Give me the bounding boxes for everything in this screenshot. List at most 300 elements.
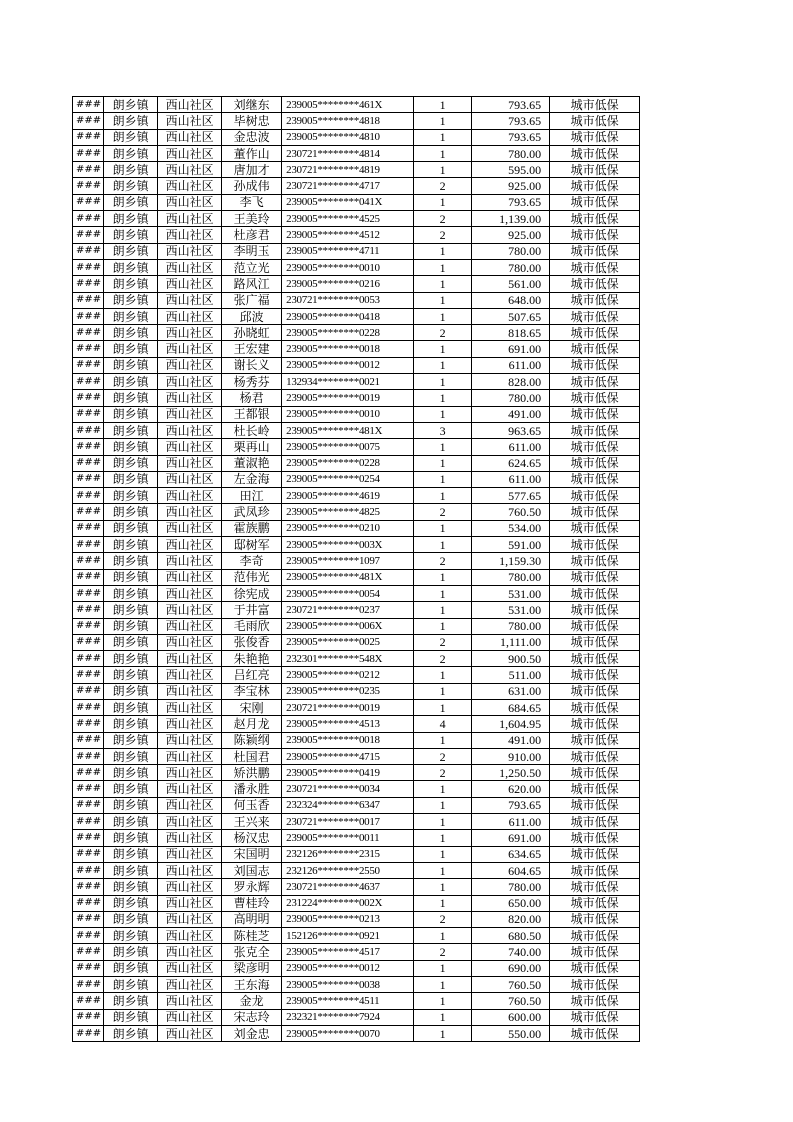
town-cell: 朗乡镇: [104, 520, 158, 536]
name-cell: 董淑艳: [222, 455, 282, 471]
table-row: [73, 993, 640, 1009]
household-count-cell: 1: [414, 374, 472, 390]
household-count-cell: 1: [414, 862, 472, 878]
household-count-cell: 1: [414, 797, 472, 813]
amount-cell: 1,139.00: [472, 211, 550, 227]
id-number-cell: 152126********0921: [282, 928, 414, 944]
table-row: [73, 977, 640, 993]
household-count-cell: 1: [414, 895, 472, 911]
category-cell: 城市低保: [550, 683, 640, 699]
id-number-cell: 239005********0418: [282, 308, 414, 324]
row-marker-cell: ###: [73, 879, 104, 895]
community-cell: 西山社区: [158, 879, 222, 895]
amount-cell: 624.65: [472, 455, 550, 471]
community-cell: 西山社区: [158, 211, 222, 227]
name-cell: 李宝林: [222, 683, 282, 699]
id-number-cell: 239005********0010: [282, 259, 414, 275]
name-cell: 武凤珍: [222, 504, 282, 520]
household-count-cell: 1: [414, 308, 472, 324]
household-count-cell: 1: [414, 341, 472, 357]
id-number-cell: 239005********4512: [282, 227, 414, 243]
community-cell: 西山社区: [158, 455, 222, 471]
household-count-cell: 1: [414, 488, 472, 504]
category-cell: 城市低保: [550, 439, 640, 455]
row-marker-cell: ###: [73, 488, 104, 504]
household-count-cell: 1: [414, 292, 472, 308]
amount-cell: 925.00: [472, 178, 550, 194]
table-row: [73, 455, 640, 471]
table-row: [73, 781, 640, 797]
table-row: [73, 602, 640, 618]
amount-cell: 780.00: [472, 879, 550, 895]
table-row: [73, 357, 640, 373]
table-row: [73, 618, 640, 634]
amount-cell: 910.00: [472, 748, 550, 764]
household-count-cell: 2: [414, 944, 472, 960]
name-cell: 陈颖纲: [222, 732, 282, 748]
name-cell: 刘继东: [222, 97, 282, 113]
community-cell: 西山社区: [158, 781, 222, 797]
table-row: [73, 553, 640, 569]
row-marker-cell: ###: [73, 243, 104, 259]
household-count-cell: 2: [414, 325, 472, 341]
community-cell: 西山社区: [158, 585, 222, 601]
name-cell: 邱波: [222, 308, 282, 324]
row-marker-cell: ###: [73, 716, 104, 732]
category-cell: 城市低保: [550, 846, 640, 862]
community-cell: 西山社区: [158, 439, 222, 455]
town-cell: 朗乡镇: [104, 292, 158, 308]
amount-cell: 780.00: [472, 618, 550, 634]
row-marker-cell: ###: [73, 765, 104, 781]
town-cell: 朗乡镇: [104, 944, 158, 960]
community-cell: 西山社区: [158, 748, 222, 764]
name-cell: 王兴来: [222, 814, 282, 830]
category-cell: 城市低保: [550, 422, 640, 438]
row-marker-cell: ###: [73, 439, 104, 455]
amount-cell: 793.65: [472, 194, 550, 210]
table-row: [73, 292, 640, 308]
table-row: [73, 960, 640, 976]
row-marker-cell: ###: [73, 471, 104, 487]
id-number-cell: 239005********0054: [282, 585, 414, 601]
name-cell: 邸树军: [222, 537, 282, 553]
name-cell: 于井富: [222, 602, 282, 618]
name-cell: 田江: [222, 488, 282, 504]
row-marker-cell: ###: [73, 960, 104, 976]
community-cell: 西山社区: [158, 765, 222, 781]
category-cell: 城市低保: [550, 211, 640, 227]
category-cell: 城市低保: [550, 977, 640, 993]
table-row: [73, 406, 640, 422]
household-count-cell: 1: [414, 846, 472, 862]
town-cell: 朗乡镇: [104, 504, 158, 520]
table-row: [73, 325, 640, 341]
community-cell: 西山社区: [158, 504, 222, 520]
community-cell: 西山社区: [158, 145, 222, 161]
name-cell: 曹桂玲: [222, 895, 282, 911]
amount-cell: 631.00: [472, 683, 550, 699]
id-number-cell: 132934********0021: [282, 374, 414, 390]
row-marker-cell: ###: [73, 357, 104, 373]
category-cell: 城市低保: [550, 618, 640, 634]
town-cell: 朗乡镇: [104, 569, 158, 585]
id-number-cell: 239005********0010: [282, 406, 414, 422]
town-cell: 朗乡镇: [104, 243, 158, 259]
town-cell: 朗乡镇: [104, 537, 158, 553]
amount-cell: 900.50: [472, 651, 550, 667]
table-row: [73, 911, 640, 927]
household-count-cell: 1: [414, 276, 472, 292]
community-cell: 西山社区: [158, 325, 222, 341]
id-number-cell: 239005********0011: [282, 830, 414, 846]
community-cell: 西山社区: [158, 292, 222, 308]
category-cell: 城市低保: [550, 602, 640, 618]
row-marker-cell: ###: [73, 1009, 104, 1025]
table-row: [73, 765, 640, 781]
amount-cell: 780.00: [472, 259, 550, 275]
town-cell: 朗乡镇: [104, 406, 158, 422]
table-row: [73, 683, 640, 699]
household-count-cell: 1: [414, 439, 472, 455]
town-cell: 朗乡镇: [104, 455, 158, 471]
household-count-cell: 1: [414, 1025, 472, 1041]
household-count-cell: 1: [414, 928, 472, 944]
row-marker-cell: ###: [73, 781, 104, 797]
name-cell: 李飞: [222, 194, 282, 210]
row-marker-cell: ###: [73, 145, 104, 161]
row-marker-cell: ###: [73, 862, 104, 878]
town-cell: 朗乡镇: [104, 194, 158, 210]
amount-cell: 760.50: [472, 993, 550, 1009]
id-number-cell: 239005********4810: [282, 129, 414, 145]
category-cell: 城市低保: [550, 504, 640, 520]
amount-cell: 690.00: [472, 960, 550, 976]
community-cell: 西山社区: [158, 944, 222, 960]
category-cell: 城市低保: [550, 357, 640, 373]
category-cell: 城市低保: [550, 341, 640, 357]
table-row: [73, 276, 640, 292]
household-count-cell: 1: [414, 97, 472, 113]
amount-cell: 611.00: [472, 814, 550, 830]
table-row: [73, 667, 640, 683]
amount-cell: 680.50: [472, 928, 550, 944]
category-cell: 城市低保: [550, 308, 640, 324]
name-cell: 张克全: [222, 944, 282, 960]
community-cell: 西山社区: [158, 227, 222, 243]
row-marker-cell: ###: [73, 97, 104, 113]
id-number-cell: 230721********4637: [282, 879, 414, 895]
household-count-cell: 1: [414, 259, 472, 275]
row-marker-cell: ###: [73, 194, 104, 210]
household-count-cell: 1: [414, 585, 472, 601]
id-number-cell: 230721********0237: [282, 602, 414, 618]
id-number-cell: 239005********4818: [282, 113, 414, 129]
category-cell: 城市低保: [550, 911, 640, 927]
table-row: [73, 585, 640, 601]
table-row: [73, 732, 640, 748]
id-number-cell: 239005********0018: [282, 732, 414, 748]
name-cell: 杨君: [222, 390, 282, 406]
id-number-cell: 230721********0017: [282, 814, 414, 830]
community-cell: 西山社区: [158, 341, 222, 357]
community-cell: 西山社区: [158, 846, 222, 862]
table-row: [73, 243, 640, 259]
amount-cell: 684.65: [472, 699, 550, 715]
amount-cell: 611.00: [472, 471, 550, 487]
community-cell: 西山社区: [158, 651, 222, 667]
community-cell: 西山社区: [158, 814, 222, 830]
name-cell: 唐加才: [222, 162, 282, 178]
household-count-cell: 1: [414, 618, 472, 634]
category-cell: 城市低保: [550, 178, 640, 194]
amount-cell: 591.00: [472, 537, 550, 553]
household-count-cell: 4: [414, 716, 472, 732]
id-number-cell: 239005********0228: [282, 325, 414, 341]
household-count-cell: 2: [414, 911, 472, 927]
row-marker-cell: ###: [73, 699, 104, 715]
id-number-cell: 239005********481X: [282, 422, 414, 438]
town-cell: 朗乡镇: [104, 276, 158, 292]
community-cell: 西山社区: [158, 683, 222, 699]
data-table: [72, 96, 640, 1042]
household-count-cell: 1: [414, 977, 472, 993]
category-cell: 城市低保: [550, 194, 640, 210]
town-cell: 朗乡镇: [104, 830, 158, 846]
category-cell: 城市低保: [550, 879, 640, 895]
household-count-cell: 1: [414, 243, 472, 259]
community-cell: 西山社区: [158, 732, 222, 748]
id-number-cell: 230721********4814: [282, 145, 414, 161]
row-marker-cell: ###: [73, 846, 104, 862]
table-row: [73, 259, 640, 275]
row-marker-cell: ###: [73, 537, 104, 553]
table-row: [73, 1025, 640, 1041]
category-cell: 城市低保: [550, 471, 640, 487]
community-cell: 西山社区: [158, 1025, 222, 1041]
town-cell: 朗乡镇: [104, 862, 158, 878]
town-cell: 朗乡镇: [104, 699, 158, 715]
table-row: [73, 748, 640, 764]
town-cell: 朗乡镇: [104, 162, 158, 178]
category-cell: 城市低保: [550, 797, 640, 813]
row-marker-cell: ###: [73, 276, 104, 292]
id-number-cell: 239005********0018: [282, 341, 414, 357]
town-cell: 朗乡镇: [104, 129, 158, 145]
table-row: [73, 145, 640, 161]
household-count-cell: 1: [414, 113, 472, 129]
household-count-cell: 1: [414, 471, 472, 487]
town-cell: 朗乡镇: [104, 471, 158, 487]
amount-cell: 648.00: [472, 292, 550, 308]
row-marker-cell: ###: [73, 325, 104, 341]
row-marker-cell: ###: [73, 944, 104, 960]
category-cell: 城市低保: [550, 781, 640, 797]
town-cell: 朗乡镇: [104, 683, 158, 699]
id-number-cell: 239005********041X: [282, 194, 414, 210]
amount-cell: 760.50: [472, 504, 550, 520]
table-row: [73, 113, 640, 129]
id-number-cell: 239005********0212: [282, 667, 414, 683]
category-cell: 城市低保: [550, 243, 640, 259]
community-cell: 西山社区: [158, 569, 222, 585]
community-cell: 西山社区: [158, 928, 222, 944]
town-cell: 朗乡镇: [104, 325, 158, 341]
town-cell: 朗乡镇: [104, 765, 158, 781]
town-cell: 朗乡镇: [104, 422, 158, 438]
household-count-cell: 1: [414, 406, 472, 422]
town-cell: 朗乡镇: [104, 390, 158, 406]
community-cell: 西山社区: [158, 276, 222, 292]
category-cell: 城市低保: [550, 993, 640, 1009]
id-number-cell: 239005********0012: [282, 960, 414, 976]
id-number-cell: 230721********0053: [282, 292, 414, 308]
amount-cell: 925.00: [472, 227, 550, 243]
id-number-cell: 239005********461X: [282, 97, 414, 113]
town-cell: 朗乡镇: [104, 732, 158, 748]
row-marker-cell: ###: [73, 602, 104, 618]
category-cell: 城市低保: [550, 944, 640, 960]
town-cell: 朗乡镇: [104, 911, 158, 927]
household-count-cell: 1: [414, 1009, 472, 1025]
household-count-cell: 1: [414, 569, 472, 585]
household-count-cell: 1: [414, 814, 472, 830]
amount-cell: 818.65: [472, 325, 550, 341]
name-cell: 王东海: [222, 977, 282, 993]
id-number-cell: 239005********4825: [282, 504, 414, 520]
id-number-cell: 230721********0034: [282, 781, 414, 797]
category-cell: 城市低保: [550, 97, 640, 113]
name-cell: 孙成伟: [222, 178, 282, 194]
community-cell: 西山社区: [158, 178, 222, 194]
table-row: [73, 341, 640, 357]
amount-cell: 780.00: [472, 145, 550, 161]
category-cell: 城市低保: [550, 895, 640, 911]
table-row: [73, 862, 640, 878]
name-cell: 金龙: [222, 993, 282, 1009]
table-row: [73, 520, 640, 536]
name-cell: 赵月龙: [222, 716, 282, 732]
name-cell: 范立光: [222, 259, 282, 275]
table-row: [73, 422, 640, 438]
category-cell: 城市低保: [550, 651, 640, 667]
id-number-cell: 239005********4525: [282, 211, 414, 227]
row-marker-cell: ###: [73, 667, 104, 683]
table-row: [73, 488, 640, 504]
table-row: [73, 439, 640, 455]
name-cell: 范伟光: [222, 569, 282, 585]
row-marker-cell: ###: [73, 308, 104, 324]
household-count-cell: 2: [414, 634, 472, 650]
id-number-cell: 239005********0254: [282, 471, 414, 487]
amount-cell: 604.65: [472, 862, 550, 878]
row-marker-cell: ###: [73, 292, 104, 308]
table-row: [73, 162, 640, 178]
community-cell: 西山社区: [158, 602, 222, 618]
row-marker-cell: ###: [73, 797, 104, 813]
table-row: [73, 211, 640, 227]
name-cell: 董作山: [222, 145, 282, 161]
id-number-cell: 232301********548X: [282, 651, 414, 667]
row-marker-cell: ###: [73, 227, 104, 243]
household-count-cell: 2: [414, 553, 472, 569]
table-row: [73, 471, 640, 487]
id-number-cell: 239005********0070: [282, 1025, 414, 1041]
id-number-cell: 239005********481X: [282, 569, 414, 585]
amount-cell: 780.00: [472, 569, 550, 585]
category-cell: 城市低保: [550, 520, 640, 536]
row-marker-cell: ###: [73, 895, 104, 911]
household-count-cell: 1: [414, 390, 472, 406]
name-cell: 何玉香: [222, 797, 282, 813]
category-cell: 城市低保: [550, 455, 640, 471]
name-cell: 吕红亮: [222, 667, 282, 683]
category-cell: 城市低保: [550, 292, 640, 308]
name-cell: 梁彦明: [222, 960, 282, 976]
town-cell: 朗乡镇: [104, 1009, 158, 1025]
town-cell: 朗乡镇: [104, 308, 158, 324]
household-count-cell: 1: [414, 602, 472, 618]
community-cell: 西山社区: [158, 667, 222, 683]
community-cell: 西山社区: [158, 895, 222, 911]
community-cell: 西山社区: [158, 618, 222, 634]
amount-cell: 828.00: [472, 374, 550, 390]
name-cell: 孙晓虹: [222, 325, 282, 341]
table-row: [73, 928, 640, 944]
row-marker-cell: ###: [73, 1025, 104, 1041]
household-count-cell: 1: [414, 781, 472, 797]
amount-cell: 793.65: [472, 97, 550, 113]
category-cell: 城市低保: [550, 553, 640, 569]
id-number-cell: 232324********6347: [282, 797, 414, 813]
town-cell: 朗乡镇: [104, 960, 158, 976]
table-row: [73, 1009, 640, 1025]
name-cell: 杜长岭: [222, 422, 282, 438]
row-marker-cell: ###: [73, 683, 104, 699]
table-row: [73, 634, 640, 650]
category-cell: 城市低保: [550, 537, 640, 553]
row-marker-cell: ###: [73, 911, 104, 927]
amount-cell: 577.65: [472, 488, 550, 504]
name-cell: 杨汉忠: [222, 830, 282, 846]
row-marker-cell: ###: [73, 585, 104, 601]
id-number-cell: 239005********1097: [282, 553, 414, 569]
category-cell: 城市低保: [550, 634, 640, 650]
amount-cell: 780.00: [472, 390, 550, 406]
id-number-cell: 239005********0213: [282, 911, 414, 927]
community-cell: 西山社区: [158, 374, 222, 390]
community-cell: 西山社区: [158, 357, 222, 373]
community-cell: 西山社区: [158, 162, 222, 178]
community-cell: 西山社区: [158, 488, 222, 504]
household-count-cell: 1: [414, 879, 472, 895]
household-count-cell: 2: [414, 504, 472, 520]
category-cell: 城市低保: [550, 585, 640, 601]
id-number-cell: 239005********0228: [282, 455, 414, 471]
row-marker-cell: ###: [73, 830, 104, 846]
household-count-cell: 2: [414, 227, 472, 243]
name-cell: 杨秀芬: [222, 374, 282, 390]
category-cell: 城市低保: [550, 113, 640, 129]
category-cell: 城市低保: [550, 129, 640, 145]
row-marker-cell: ###: [73, 422, 104, 438]
name-cell: 李明玉: [222, 243, 282, 259]
amount-cell: 531.00: [472, 602, 550, 618]
community-cell: 西山社区: [158, 243, 222, 259]
town-cell: 朗乡镇: [104, 814, 158, 830]
id-number-cell: 239005********4511: [282, 993, 414, 1009]
category-cell: 城市低保: [550, 716, 640, 732]
